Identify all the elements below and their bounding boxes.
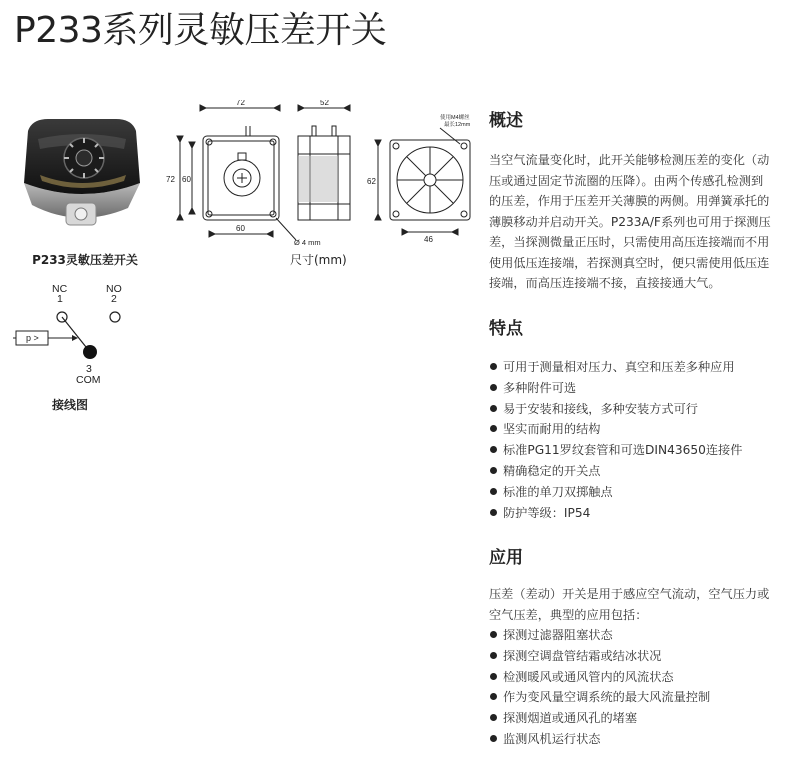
page-title: P233系列灵敏压差开关	[14, 10, 387, 51]
dim-width-60: 60	[236, 224, 245, 233]
application-item: 探测过滤器阻塞状态	[489, 625, 785, 646]
dim-hole: Ø 4 mm	[294, 238, 321, 247]
product-photo	[18, 113, 146, 231]
no-terminal	[110, 312, 120, 322]
features-section	[489, 314, 785, 523]
wiring-caption: 接线图	[52, 398, 89, 412]
dimensions-caption: 尺寸(mm)	[290, 253, 347, 267]
dim-width-72: 72	[236, 100, 245, 107]
overview-line: 使用低压连接端，若探测真空时，便只需使用低压连	[489, 255, 770, 270]
back-view	[375, 128, 470, 235]
overview-line: 差，当探测微量正压时，只需使用高压连接端而不用	[489, 235, 770, 249]
feature-item: 标准的单刀双掷触点	[489, 482, 785, 503]
application-item: 监测风机运行状态	[489, 729, 785, 750]
no-label: NO	[106, 283, 122, 295]
overview-line: 的压差，作用于压差开关薄膜的两侧。用弹簧承托的	[489, 194, 770, 208]
applications-list	[489, 625, 785, 750]
feature-item: 多种附件可选	[489, 378, 785, 399]
overview-line: 当空气流量变化时，此开关能够检测压差的变化（动	[489, 153, 770, 167]
applications-intro-line: 空气压差，典型的应用包括：	[489, 607, 648, 622]
feature-item: 易于安装和接线，多种安装方式可行	[489, 399, 785, 420]
application-item: 作为变风量空调系统的最大风流量控制	[489, 687, 785, 708]
feature-item: 坚实而耐用的结构	[489, 419, 785, 440]
nc-label: NC	[52, 283, 68, 295]
overview-line: 接端，而高压连接端不接，直接接通大气。	[489, 276, 721, 290]
features-list	[489, 357, 785, 523]
overview-line: 薄膜移动并启动开关。P233A/F系列也可用于探测压	[489, 214, 771, 229]
wiring-diagram	[10, 280, 140, 390]
application-item: 检测暖风或通风管内的风流状态	[489, 667, 785, 688]
dimension-drawing	[164, 100, 480, 260]
photo-caption: P233灵敏压差开关	[32, 253, 138, 267]
applications-section	[489, 543, 785, 750]
overview-section	[489, 106, 785, 294]
dim-height-60: 60	[182, 175, 191, 184]
feature-item: 标准PG11罗纹套管和可选DIN43650连接件	[489, 440, 785, 461]
screw-note-line2: 最长12mm	[444, 122, 471, 128]
applications-intro-line: 压差（差动）开关是用于感应空气流动，空气压力或	[489, 587, 770, 601]
dim-height-72: 72	[166, 175, 175, 184]
features-heading: 特点	[489, 319, 523, 339]
dim-depth-52: 52	[320, 100, 329, 107]
application-item: 探测空调盘管结霜或结冰状况	[489, 646, 785, 667]
front-view	[177, 105, 296, 240]
feature-item: 可用于测量相对压力、真空和压差多种应用	[489, 357, 785, 378]
com-terminal	[83, 345, 97, 359]
nc-number: 1	[57, 293, 63, 305]
pressure-label: p >	[26, 333, 39, 343]
dim-height-62: 62	[367, 177, 376, 186]
feature-item: 精确稳定的开关点	[489, 461, 785, 482]
applications-heading: 应用	[489, 548, 523, 568]
com-label: COM	[76, 374, 101, 386]
application-item: 探测烟道或通风孔的堵塞	[489, 708, 785, 729]
com-number: 3	[86, 363, 92, 375]
no-number: 2	[111, 293, 117, 305]
overview-heading: 概述	[489, 111, 523, 131]
overview-line: 压或通过固定节流圈的压降）。由两个传感孔检测到	[489, 173, 764, 188]
feature-item: 防护等级：IP54	[489, 503, 785, 524]
dim-width-46: 46	[424, 235, 433, 244]
screw-note-line1: 使用M4螺丝	[440, 115, 470, 121]
